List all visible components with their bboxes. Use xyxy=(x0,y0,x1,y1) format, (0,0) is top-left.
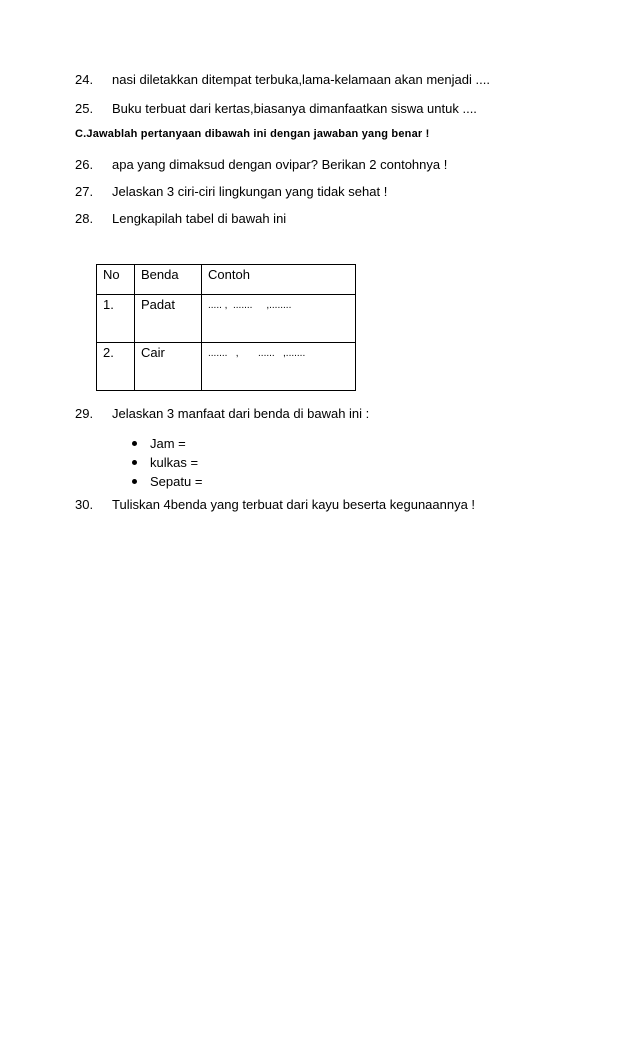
table-row xyxy=(97,343,356,391)
cell-benda: Cair xyxy=(135,343,202,391)
list-item-text: kulkas = xyxy=(150,455,199,470)
bullet-icon xyxy=(132,479,137,484)
question-number: 26. xyxy=(75,157,94,172)
question-text: Buku terbuat dari kertas,biasanya dimanfaatkan siswa untuk .... xyxy=(112,101,477,116)
header-no: No xyxy=(97,265,135,295)
question-number: 25. xyxy=(75,101,94,116)
list-item xyxy=(130,453,202,472)
question-number: 30. xyxy=(75,497,94,512)
cell-contoh: ..... , ....... ,........ xyxy=(202,295,356,343)
header-benda: Benda xyxy=(135,265,202,295)
question-text: Tuliskan 4benda yang terbuat dari kayu beserta kegunaannya ! xyxy=(112,497,476,512)
question-text: Lengkapilah tabel di bawah ini xyxy=(112,211,287,226)
table-header-row xyxy=(97,265,356,295)
question-number: 24. xyxy=(75,72,94,87)
question-text: Jelaskan 3 ciri-ciri lingkungan yang tidak sehat ! xyxy=(112,184,388,199)
question-number: 29. xyxy=(75,406,94,421)
cell-benda: Padat xyxy=(135,295,202,343)
section-c-heading: C.Jawablah pertanyaan dibawah ini dengan jawaban yang benar ! xyxy=(75,128,430,140)
table-row xyxy=(97,295,356,343)
cell-no: 2. xyxy=(97,343,135,391)
matter-table xyxy=(96,264,356,391)
bullet-icon xyxy=(132,460,137,465)
header-contoh: Contoh xyxy=(202,265,356,295)
cell-no: 1. xyxy=(97,295,135,343)
bullet-icon xyxy=(132,441,137,446)
question-text: Jelaskan 3 manfaat dari benda di bawah ini : xyxy=(112,406,370,421)
list-item-text: Jam = xyxy=(150,436,186,451)
cell-contoh: ....... , ...... ,....... xyxy=(202,343,356,391)
question-text: nasi diletakkan ditempat terbuka,lama-kelamaan akan menjadi .... xyxy=(112,72,490,87)
benefit-list xyxy=(130,434,202,491)
question-text: apa yang dimaksud dengan ovipar? Berikan 2 contohnya ! xyxy=(112,157,448,172)
list-item xyxy=(130,434,202,453)
question-number: 27. xyxy=(75,184,94,199)
list-item-text: Sepatu = xyxy=(150,474,203,489)
list-item xyxy=(130,472,202,491)
question-number: 28. xyxy=(75,211,94,226)
